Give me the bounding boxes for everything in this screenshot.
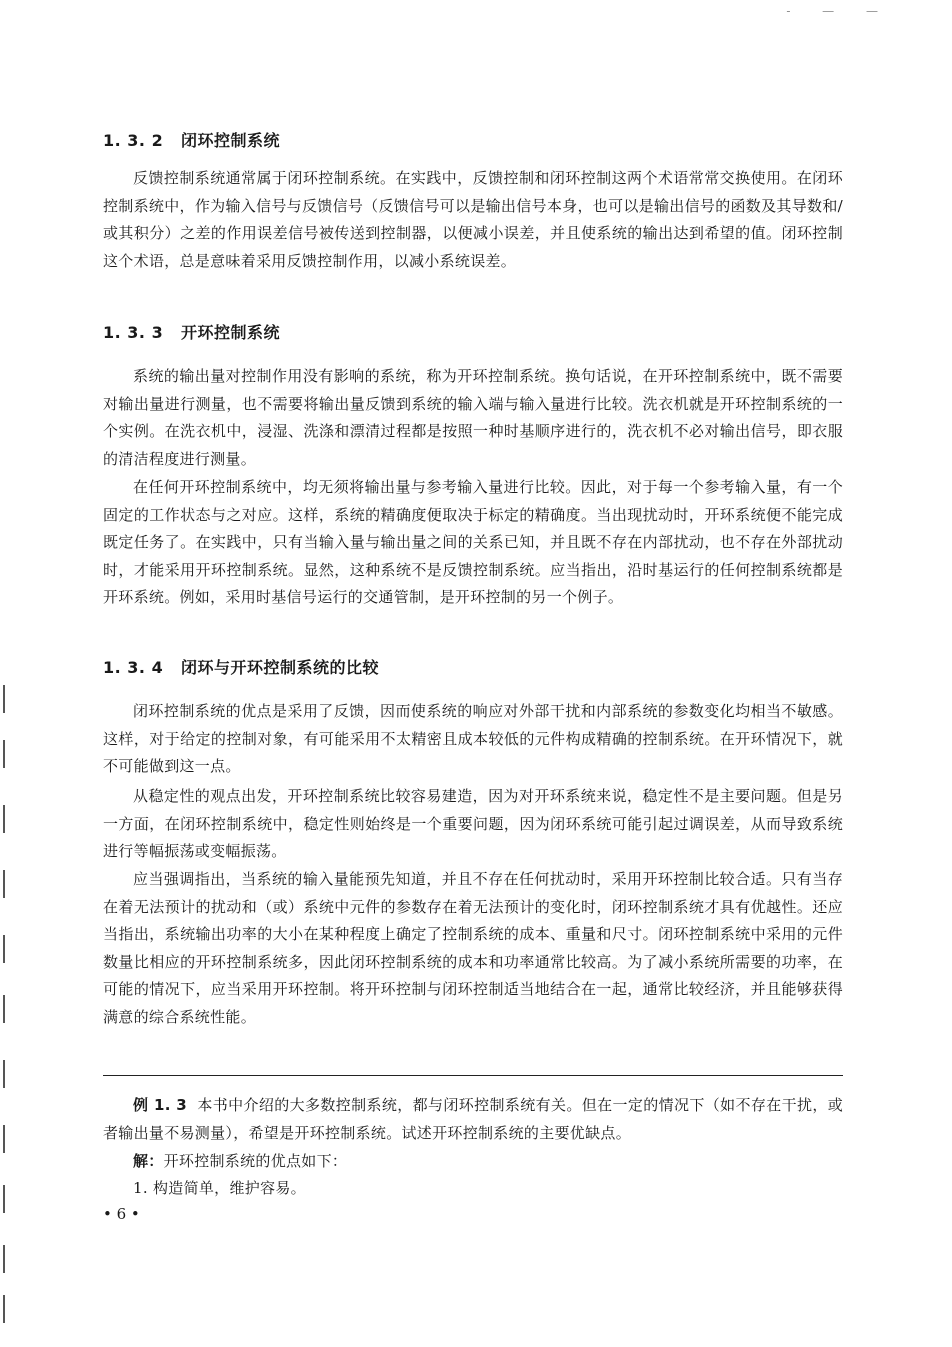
section-title: 闭环与开环控制系统的比较 bbox=[181, 658, 380, 677]
section-number: 1. 3. 2 bbox=[103, 131, 164, 150]
example-label: 例 1. 3 bbox=[133, 1096, 188, 1114]
paragraph: 闭环控制系统的优点是采用了反馈，因而使系统的响应对外部干扰和内部系统的参数变化均相当不敏感。这样，对于给定的控制对象，有可能采用不太精密且成本较低的元件构成精确的控制系统。在开环情况下，就不可能做到这一点。 bbox=[103, 702, 843, 775]
document-page bbox=[103, 0, 843, 1347]
section-number: 1. 3. 4 bbox=[103, 658, 164, 677]
divider-rule bbox=[103, 1075, 843, 1076]
section-heading-1-3-3 bbox=[103, 320, 280, 343]
paragraph: 在任何开环控制系统中，均无须将输出量与参考输入量进行比较。因此，对于每一个参考输入量，有一个固定的工作状态与之对应。这样，系统的精确度便取决于标定的精确度。当出现扰动时，开环系统便不能完成既定任务了。在实践中，只有当输入量与输出量之间的关系已知，并且既不存在内部扰动，也不存在外部扰动时，才能采用开环控制系统。显然，这种系统不是反馈控制系统。应当指出，沿时基运行的任何控制系统都是开环系统。例如，采用时基信号运行的交通管制，是开环控制的另一个例子。 bbox=[103, 478, 843, 606]
paragraph: 反馈控制系统通常属于闭环控制系统。在实践中，反馈控制和闭环控制这两个术语常常交换使用。在闭环控制系统中，作为输入信号与反馈信号（反馈信号可以是输出信号本身，也可以是输出信号的函数及其导数和/或其积分）之差的作用误差信号被传送到控制器，以便减小误差，并且使系统的输出达到希望的值。闭环控制这个术语，总是意味着采用反馈控制作用，以减小系统误差。 bbox=[103, 169, 843, 270]
example-paragraph bbox=[103, 1092, 843, 1147]
section-heading-1-3-2 bbox=[103, 128, 280, 151]
page-number: • 6 • bbox=[103, 1205, 140, 1223]
section-title: 开环控制系统 bbox=[181, 323, 281, 342]
solution-paragraph bbox=[103, 1148, 843, 1176]
example-text: 本书中介绍的大多数控制系统，都与闭环控制系统有关。但在一定的情况下（如不存在干扰，或者输出量不易测量），希望是开环控制系统。试述开环控制系统的主要优缺点。 bbox=[103, 1096, 843, 1142]
paragraph: 应当强调指出，当系统的输入量能预先知道，并且不存在任何扰动时，采用开环控制比较合适。只有当存在着无法预计的扰动和（或）系统中元件的参数存在着无法预计的变化时，闭环控制系统才具有优越性。还应当指出，系统输出功率的大小在某种程度上确定了控制系统的成本、重量和尺寸。闭环控制系统中采用的元件数量比相应的开环控制系统多，因此闭环控制系统的成本和功率通常比较高。为了减小系统所需要的功率，在可能的情况下，应当采用开环控制。将开环控制与闭环控制适当地结合在一起，通常比较经济，并且能够获得满意的综合系统性能。 bbox=[103, 870, 843, 1026]
paragraph: 从稳定性的观点出发，开环控制系统比较容易建造，因为对开环系统来说，稳定性不是主要问题。但是另一方面，在闭环控制系统中，稳定性则始终是一个重要问题，因为闭环系统可能引起过调误差，从而导致系统进行等幅振荡或变幅振荡。 bbox=[103, 787, 843, 860]
scan-marks-top: - — — bbox=[786, 4, 892, 18]
section-title: 闭环控制系统 bbox=[181, 131, 281, 150]
section-heading-1-3-4 bbox=[103, 655, 379, 678]
scan-marks-left bbox=[3, 685, 5, 1325]
section-number: 1. 3. 3 bbox=[103, 323, 164, 342]
solution-text: 开环控制系统的优点如下： bbox=[163, 1152, 348, 1170]
list-item: 1. 构造简单，维护容易。 bbox=[133, 1179, 306, 1197]
paragraph: 系统的输出量对控制作用没有影响的系统，称为开环控制系统。换句话说，在开环控制系统中，既不需要对输出量进行测量，也不需要将输出量反馈到系统的输入端与输入量进行比较。洗衣机就是开环控制系统的一个实例。在洗衣机中，浸湿、洗涤和漂清过程都是按照一种时基顺序进行的，洗衣机不必对输出信号，即衣服的清洁程度进行测量。 bbox=[103, 367, 843, 468]
solution-label: 解： bbox=[133, 1152, 164, 1170]
